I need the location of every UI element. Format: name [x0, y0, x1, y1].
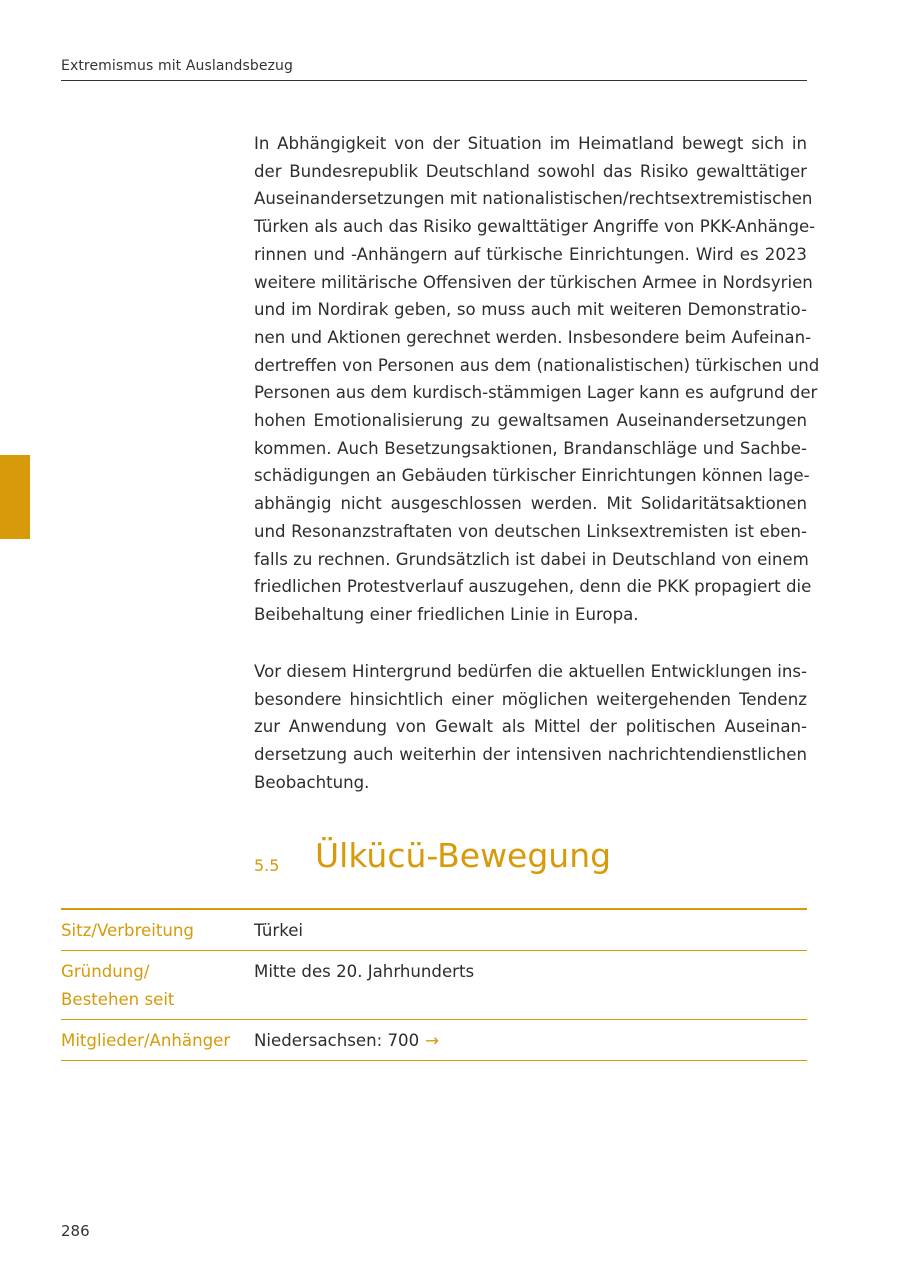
- paragraph-line: und im Nordirak geben, so muss auch mit weiteren Demonstratio-: [254, 300, 807, 320]
- fact-row-sitz: [61, 910, 807, 951]
- paragraph-1: [254, 130, 820, 629]
- paragraph-line: abhängig nicht ausgeschlossen werden. Mit Solidaritätsaktionen: [254, 494, 807, 514]
- fact-value: Türkei: [254, 921, 304, 940]
- paragraph-line: weitere militärische Offensiven der türkischen Armee in Nordsyrien: [254, 272, 813, 292]
- fact-label: [61, 1027, 254, 1055]
- paragraph-line: Auseinandersetzungen mit nationalistischen/rechtsextremistischen: [254, 189, 813, 209]
- chapter-tab-marker: [0, 455, 30, 539]
- section-number: 5.5: [254, 856, 280, 875]
- paragraph-line: besondere hinsichtlich einer möglichen weitergehenden Tendenz: [254, 689, 807, 709]
- paragraph-line: der Bundesrepublik Deutschland sowohl das Risiko gewalttätiger: [254, 161, 807, 181]
- paragraph-line: zur Anwendung von Gewalt als Mittel der politischen Auseinan-: [254, 717, 807, 737]
- paragraph-line: In Abhängigkeit von der Situation im Heimatland bewegt sich in: [254, 134, 807, 153]
- paragraph-line: Beibehaltung einer friedlichen Linie in Europa.: [254, 604, 639, 624]
- trend-arrow-right-icon: →: [425, 1031, 440, 1050]
- fact-label-line: Bestehen seit: [61, 990, 175, 1009]
- paragraph-line: schädigungen an Gebäuden türkischer Einrichtungen können lage-: [254, 466, 810, 486]
- fact-label-line: Sitz/Verbreitung: [61, 921, 194, 940]
- fact-row-gruendung: [61, 951, 807, 1020]
- fact-table: [61, 908, 807, 1061]
- paragraph-line: und Resonanzstraftaten von deutschen Linksextremisten ist eben-: [254, 521, 807, 541]
- fact-value: Mitte des 20. Jahrhunderts: [254, 962, 475, 981]
- paragraph-2: [254, 658, 807, 797]
- section-title: Ülkücü-Bewegung: [315, 836, 612, 875]
- fact-label: [61, 958, 254, 1014]
- paragraph-line: Vor diesem Hintergrund bedürfen die aktuellen Entwicklungen ins-: [254, 662, 807, 681]
- fact-value: [254, 1027, 439, 1055]
- paragraph-line: Türken als auch das Risiko gewalttätiger Angriffe von PKK-Anhänge-: [254, 217, 816, 237]
- paragraph-line: dersetzung auch weiterhin der intensiven nachrichtendienstlichen: [254, 745, 807, 765]
- page-number: 286: [61, 1222, 90, 1240]
- header-divider: [61, 80, 807, 81]
- paragraph-line: kommen. Auch Besetzungsaktionen, Brandanschläge und Sachbe-: [254, 438, 807, 458]
- paragraph-line: rinnen und -Anhängern auf türkische Einrichtungen. Wird es 2023: [254, 244, 807, 264]
- paragraph-line: nen und Aktionen gerechnet werden. Insbesondere beim Aufeinan-: [254, 327, 812, 347]
- paragraph-line: friedlichen Protestverlauf auszugehen, denn die PKK propagiert die: [254, 577, 812, 597]
- paragraph-line: Beobachtung.: [254, 772, 370, 792]
- fact-value-text: Niedersachsen: 700: [254, 1031, 420, 1050]
- paragraph-line: dertreffen von Personen aus dem (nationalistischen) türkischen und: [254, 355, 820, 375]
- fact-row-mitglieder: [61, 1020, 807, 1061]
- paragraph-line: hohen Emotionalisierung zu gewaltsamen Auseinandersetzungen: [254, 411, 807, 431]
- running-header: Extremismus mit Auslandsbezug: [61, 58, 293, 74]
- paragraph-line: falls zu rechnen. Grundsätzlich ist dabei in Deutschland von einem: [254, 549, 809, 569]
- fact-label: [61, 917, 254, 945]
- fact-label-line: Mitglieder/Anhänger: [61, 1031, 231, 1050]
- fact-label-line: Gründung/: [61, 962, 150, 981]
- paragraph-line: Personen aus dem kurdisch-stämmigen Lager kann es aufgrund der: [254, 383, 818, 403]
